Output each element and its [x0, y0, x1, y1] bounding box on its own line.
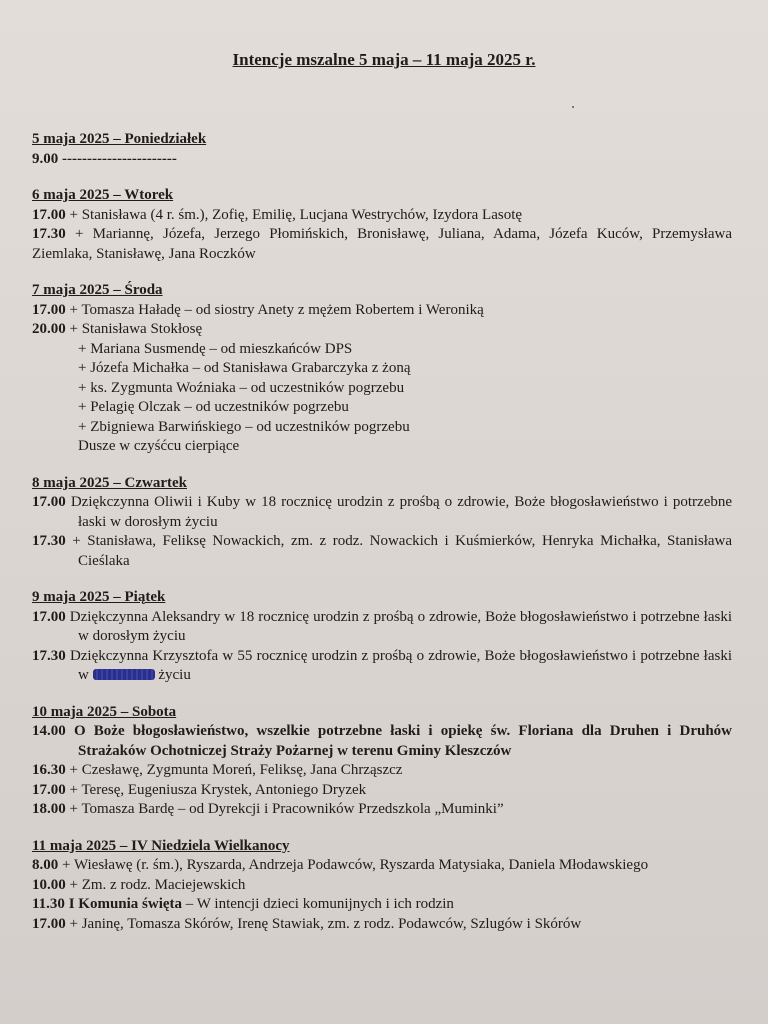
- day-heading: 8 maja 2025 – Czwartek: [32, 474, 187, 491]
- mass-time: 17.30: [32, 647, 66, 664]
- intention-entry: [32, 493, 732, 532]
- intention-text: + Janinę, Tomasza Skórów, Irenę Stawiak, zm. z rodz. Podawców, Szlugów i Skórów: [69, 915, 582, 932]
- intention-text: + Teresę, Eugeniusza Krystek, Antoniego Dryzek: [69, 781, 367, 798]
- day-thursday: [32, 474, 732, 572]
- mass-time: 17.00: [32, 781, 66, 798]
- mass-time: 20.00: [32, 321, 66, 337]
- mass-time: 17.00: [32, 301, 66, 318]
- mass-time: 17.00: [32, 494, 66, 510]
- mass-time: 8.00: [32, 857, 59, 873]
- intention-text: + Stanisława Stokłosę: [69, 321, 203, 337]
- day-heading: 9 maja 2025 – Piątek: [32, 589, 166, 605]
- intention-text: Dziękczynna Krzysztofa w 55 rocznicę urodzin z prośbą o zdrowie, Boże błogosławieństwo i potrzebne łaski w: [69, 647, 732, 683]
- mass-time: 14.00: [32, 723, 66, 739]
- day-heading: 6 maja 2025 – Wtorek: [32, 187, 174, 203]
- intention-line: Dusze w czyśćcu cierpiące: [78, 438, 240, 454]
- day-friday: [32, 588, 732, 686]
- page-title: Intencje mszalne 5 maja – 11 maja 2025 r.: [232, 50, 536, 69]
- intention-text: Dziękczynna Oliwii i Kuby w 18 rocznicę urodzin z prośbą o zdrowie, Boże błogosławieństwo i potrzebne łaski w dorosłym życiu: [70, 494, 733, 530]
- intention-entry: [32, 895, 732, 915]
- intention-entry: [32, 647, 732, 686]
- mass-time: 11.30: [32, 896, 65, 912]
- day-sunday: [32, 837, 732, 935]
- intention-text: + Stanisława, Feliksę Nowackich, zm. z rodz. Nowackich i Kuśmierków, Henryka Michałka, Stanisława Cieślaka: [72, 533, 733, 569]
- intention-text: + Zm. z rodz. Maciejewskich: [69, 876, 246, 893]
- intention-text: + Wiesławę (r. śm.), Ryszarda, Andrzeja Podawców, Ryszarda Matysiaka, Daniela Młodawskiego: [62, 857, 649, 873]
- intention-entry: [32, 781, 732, 801]
- intention-bold-label: I Komunia święta: [68, 896, 183, 912]
- intention-entry: [32, 856, 732, 876]
- intention-entry: [32, 915, 732, 935]
- intention-text-end: życiu: [158, 667, 191, 683]
- mass-time: 17.00: [32, 915, 66, 932]
- intention-text: Dziękczynna Aleksandry w 18 rocznicę urodzin z prośbą o zdrowie, Boże błogosławieństwo i potrzebne łaski w dorosłym życiu: [69, 608, 732, 644]
- intention-entry: [32, 608, 732, 647]
- mass-intentions-list: [32, 130, 732, 951]
- intention-entry: [32, 761, 732, 781]
- day-heading: 10 maja 2025 – Sobota: [32, 703, 177, 720]
- day-monday: [32, 130, 732, 169]
- mass-time: 17.00: [32, 608, 66, 625]
- paper-speck: [572, 106, 574, 108]
- intention-line: + Pelagię Olczak – od uczestników pogrzebu: [78, 399, 349, 415]
- intention-text: O Boże błogosławieństwo, wszelkie potrzebne łaski i opiekę św. Floriana dla Druhen i Druhów Strażaków Ochotniczej Straży Pożarnej w terenu Gminy Kleszczów: [73, 723, 732, 759]
- intention-text: + Tomasza Bardę – od Dyrekcji i Pracowników Przedszkola „Muminki”: [69, 801, 504, 817]
- mass-time: 17.30: [32, 533, 66, 549]
- mass-time: 18.00: [32, 801, 66, 817]
- intention-entry: [32, 301, 732, 321]
- mass-time: 9.00: [32, 150, 59, 167]
- mass-time: 17.00: [32, 206, 66, 223]
- intention-entry: [32, 225, 732, 264]
- day-saturday: [32, 703, 732, 820]
- intention-entry: [32, 876, 732, 896]
- intention-line: + Mariana Susmendę – od mieszkańców DPS: [78, 340, 353, 357]
- intention-entry: [32, 800, 732, 820]
- redaction-mark: [93, 669, 155, 680]
- mass-time: 17.30: [32, 226, 66, 242]
- intention-entry: [32, 150, 732, 170]
- day-tuesday: [32, 186, 732, 264]
- intention-text: – W intencji dzieci komunijnych i ich rodzin: [185, 896, 454, 912]
- intention-text: + Stanisława (4 r. śm.), Zofię, Emilię, Lucjana Westrychów, Izydora Lasotę: [69, 206, 523, 223]
- intention-line: + Józefa Michałka – od Stanisława Grabarczyka z żoną: [78, 360, 411, 376]
- mass-time: 10.00: [32, 876, 66, 893]
- intention-entry: [32, 532, 732, 571]
- intention-text: -----------------------: [62, 150, 177, 167]
- intention-line: + Zbigniewa Barwińskiego – od uczestników pogrzebu: [78, 418, 410, 435]
- intention-text: + Czesławę, Zygmunta Moreń, Feliksę, Jana Chrząszcz: [69, 762, 403, 778]
- intention-text: + Tomasza Haładę – od siostry Anety z mężem Robertem i Weroniką: [69, 301, 484, 318]
- mass-time: 16.30: [32, 762, 66, 778]
- day-wednesday: [32, 281, 732, 457]
- intention-entry: [32, 320, 732, 340]
- day-heading: 5 maja 2025 – Poniedziałek: [32, 131, 207, 147]
- intention-entry: [32, 722, 732, 761]
- intention-text: + Mariannę, Józefa, Jerzego Płomińskich, Bronisławę, Juliana, Adama, Józefa Kuców, Przemysława Ziemlaka, Stanisławę, Jana Roczków: [32, 226, 732, 262]
- day-heading: 11 maja 2025 – IV Niedziela Wielkanocy: [32, 837, 290, 854]
- intention-line: + ks. Zygmunta Woźniaka – od uczestników pogrzebu: [78, 379, 405, 396]
- day-heading: 7 maja 2025 – Środa: [32, 282, 163, 298]
- intention-entry: [32, 206, 732, 226]
